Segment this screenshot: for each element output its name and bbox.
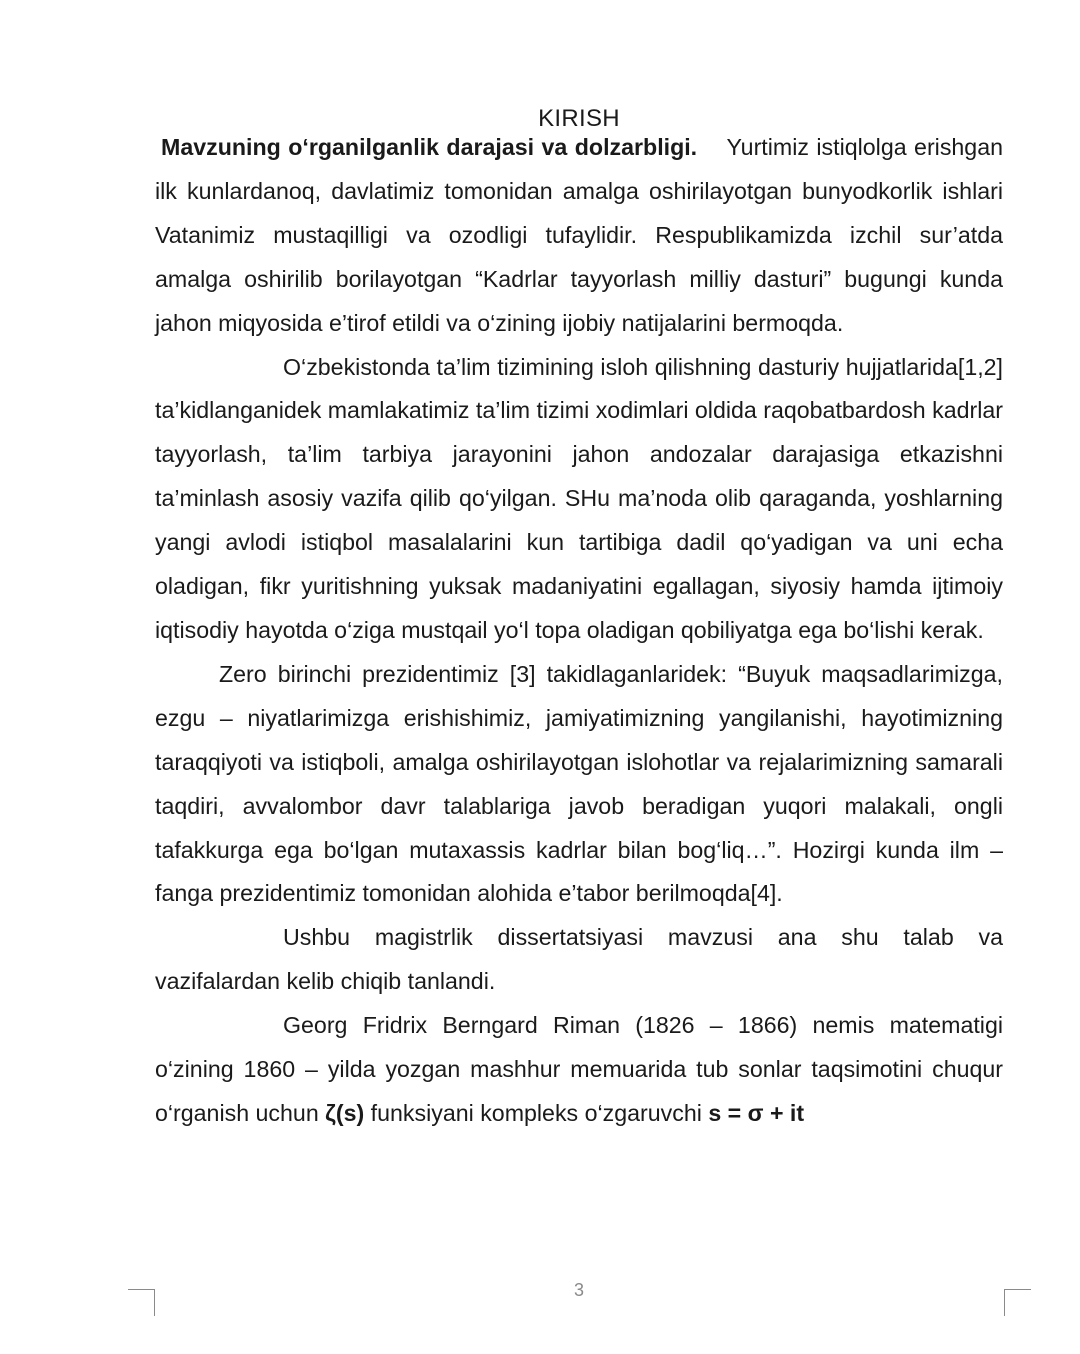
paragraph-1-text: Yurtimiz istiqlolga erishgan ilk kunlardanoq, davlatimiz tomonidan amalga oshirilayotgan bunyodkorlik ishlari Vatanimiz mustaqilligi va ozodligi tufaylidir. Respublikamizda izchil sur’atda amalga oshirilib borilayotgan “Kadrlar tayyorlash milliy dasturi” bugungi kunda jahon miqyosida e’tirof etildi va o‘zining ijobiy natijalarini bermoqda. xyxy=(155,134,1003,336)
page-corner-mark-left xyxy=(128,1289,155,1316)
paragraph-5 xyxy=(155,1004,1003,1136)
page-number: 3 xyxy=(573,1280,584,1300)
paragraph-1-lead: Mavzuning o‘rganilganlik darajasi va dolzarbligi. xyxy=(161,134,698,160)
page-corner-mark-right xyxy=(1004,1289,1031,1316)
paragraph-5-text-mid: funksiyani kompleks o‘zgaruvchi xyxy=(370,1099,702,1126)
paragraph-3: Zero birinchi prezidentimiz [3] takidlaganlaridek: “Buyuk maqsadlarimizga, ezgu – niyatlarimizga erishishimiz, jamiyatimizning yangilanishi, hayotimizning taraqqiyoti va istiqboli, amalga oshirilayotgan islohotlar va rejalarimizning samarali taqdiri, avvalombor davr talablariga javob beradigan yuqori malakali, ongli tafakkurga ega bo‘lgan mutaxassis kadrlar bilan bog‘liq…”. Hozirgi kunda ilm – fanga prezidentimiz tomonidan alohida e’tabor berilmoqda[4]. xyxy=(155,660,1003,907)
paragraph-4: Ushbu magistrlik dissertatsiyasi mavzusi ana shu talab va vazifalardan kelib chiqib tanlandi. xyxy=(155,924,1003,995)
zeta-formula: ζ(s) xyxy=(325,1099,365,1126)
document-body xyxy=(155,126,1003,1136)
paragraph-1 xyxy=(155,126,1003,346)
paragraph-5-text: Georg Fridrix Berngard Riman (1826 – 1866) nemis matematigi o‘zining 1860 – yilda yozgan mashhur memuarida tub sonlar taqsimotini chuqur o‘rganish uchun xyxy=(155,1012,1003,1126)
page-title: KIRISH xyxy=(538,105,620,132)
paragraph-2: O‘zbekistonda ta’lim tizimining isloh qilishning dasturiy hujjatlarida[1,2] ta’kidlanganidek mamlakatimiz ta’lim tizimi xodimlari oldida raqobatbardosh kadrlar tayyorlash, ta’lim tarbiya jarayonini jahon andozalar darajasiga etkazishni ta’minlash asosiy vazifa qilib qo‘yilgan. SHu ma’noda olib qaraganda, yoshlarning yangi avlodi istiqbol masalalarini kun tartibiga dadil qo‘yadigan va uni echa oladigan, fikr yuritishning yuksak madaniyatini egallagan, siyosiy hamda ijtimoiy iqtisodiy hayotda o‘ziga mustqail yo‘l topa oladigan qobiliyatga ega bo‘lishi kerak. xyxy=(155,353,1003,643)
s-formula: s = σ + it xyxy=(708,1099,805,1126)
